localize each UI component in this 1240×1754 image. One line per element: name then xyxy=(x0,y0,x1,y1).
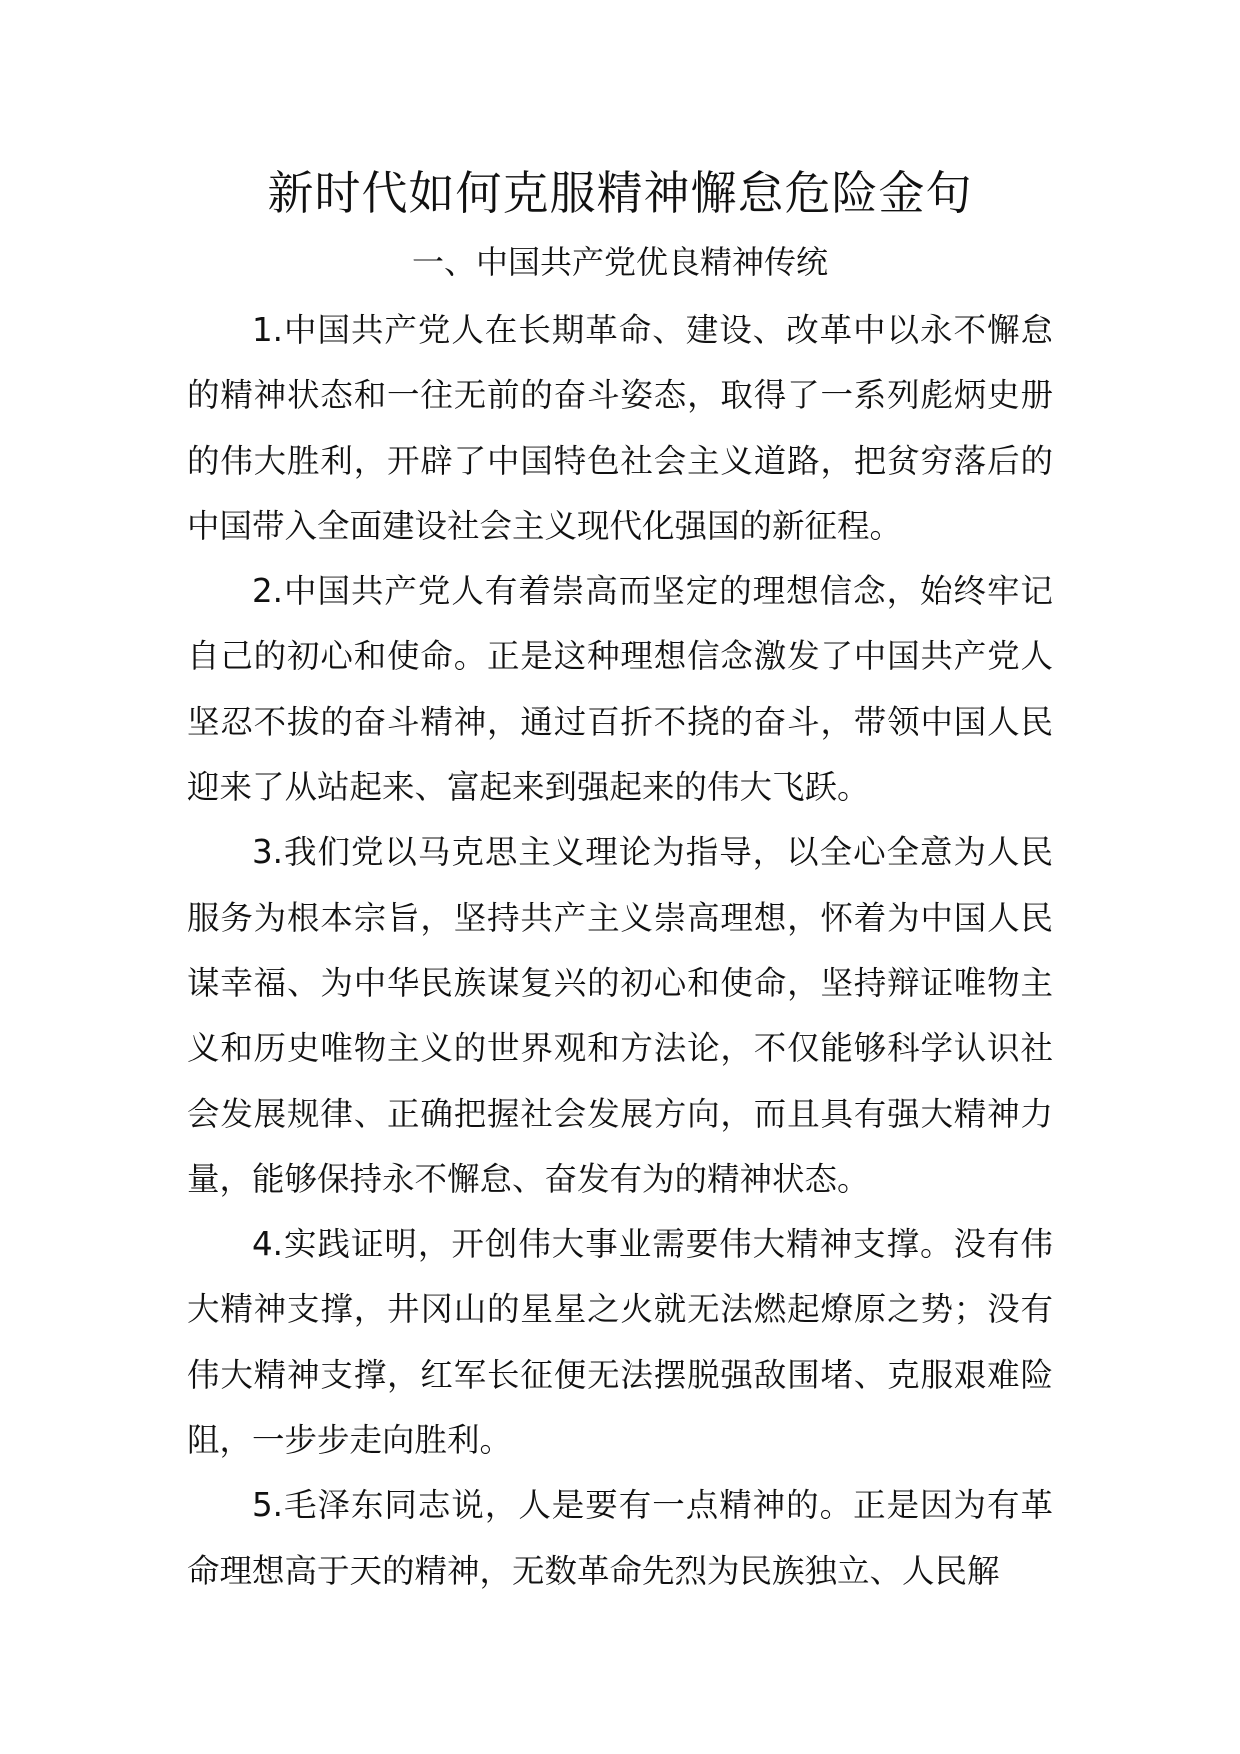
document-body xyxy=(187,298,1053,1604)
paragraph-5: 5.毛泽东同志说，人是要有一点精神的。正是因为有革命理想高于天的精神，无数革命先烈为民族独立、人民解 xyxy=(187,1486,1053,1590)
document-title: 新时代如何克服精神懈怠危险金句 xyxy=(267,166,973,220)
paragraph-1: 1.中国共产党人在长期革命、建设、改革中以永不懈怠的精神状态和一往无前的奋斗姿态，取得了一系列彪炳史册的伟大胜利，开辟了中国特色社会主义道路，把贫穷落后的中国带入全面建设社会主义现代化强国的新征程。 xyxy=(187,311,1053,545)
section-heading: 一、中国共产党优良精神传统 xyxy=(411,243,828,281)
paragraph-4: 4.实践证明，开创伟大事业需要伟大精神支撑。没有伟大精神支撑，井冈山的星星之火就无法燃起燎原之势；没有伟大精神支撑，红军长征便无法摆脱强敌围堵、克服艰难险阻，一步步走向胜利。 xyxy=(187,1225,1053,1460)
paragraph-3: 3.我们党以马克思主义理论为指导，以全心全意为人民服务为根本宗旨，坚持共产主义崇高理想，怀着为中国人民谋幸福、为中华民族谋复兴的初心和使命，坚持辩证唯物主义和历史唯物主义的世界观和方法论，不仅能够科学认识社会发展规律、正确把握社会发展方向，而且具有强大精神力量，能够保持永不懈怠、奋发有为的精神状态。 xyxy=(187,833,1053,1198)
paragraph-2: 2.中国共产党人有着崇高而坚定的理想信念，始终牢记自己的初心和使命。正是这种理想信念激发了中国共产党人坚忍不拔的奋斗精神，通过百折不挠的奋斗，带领中国人民迎来了从站起来、富起来到强起来的伟大飞跃。 xyxy=(187,572,1053,807)
